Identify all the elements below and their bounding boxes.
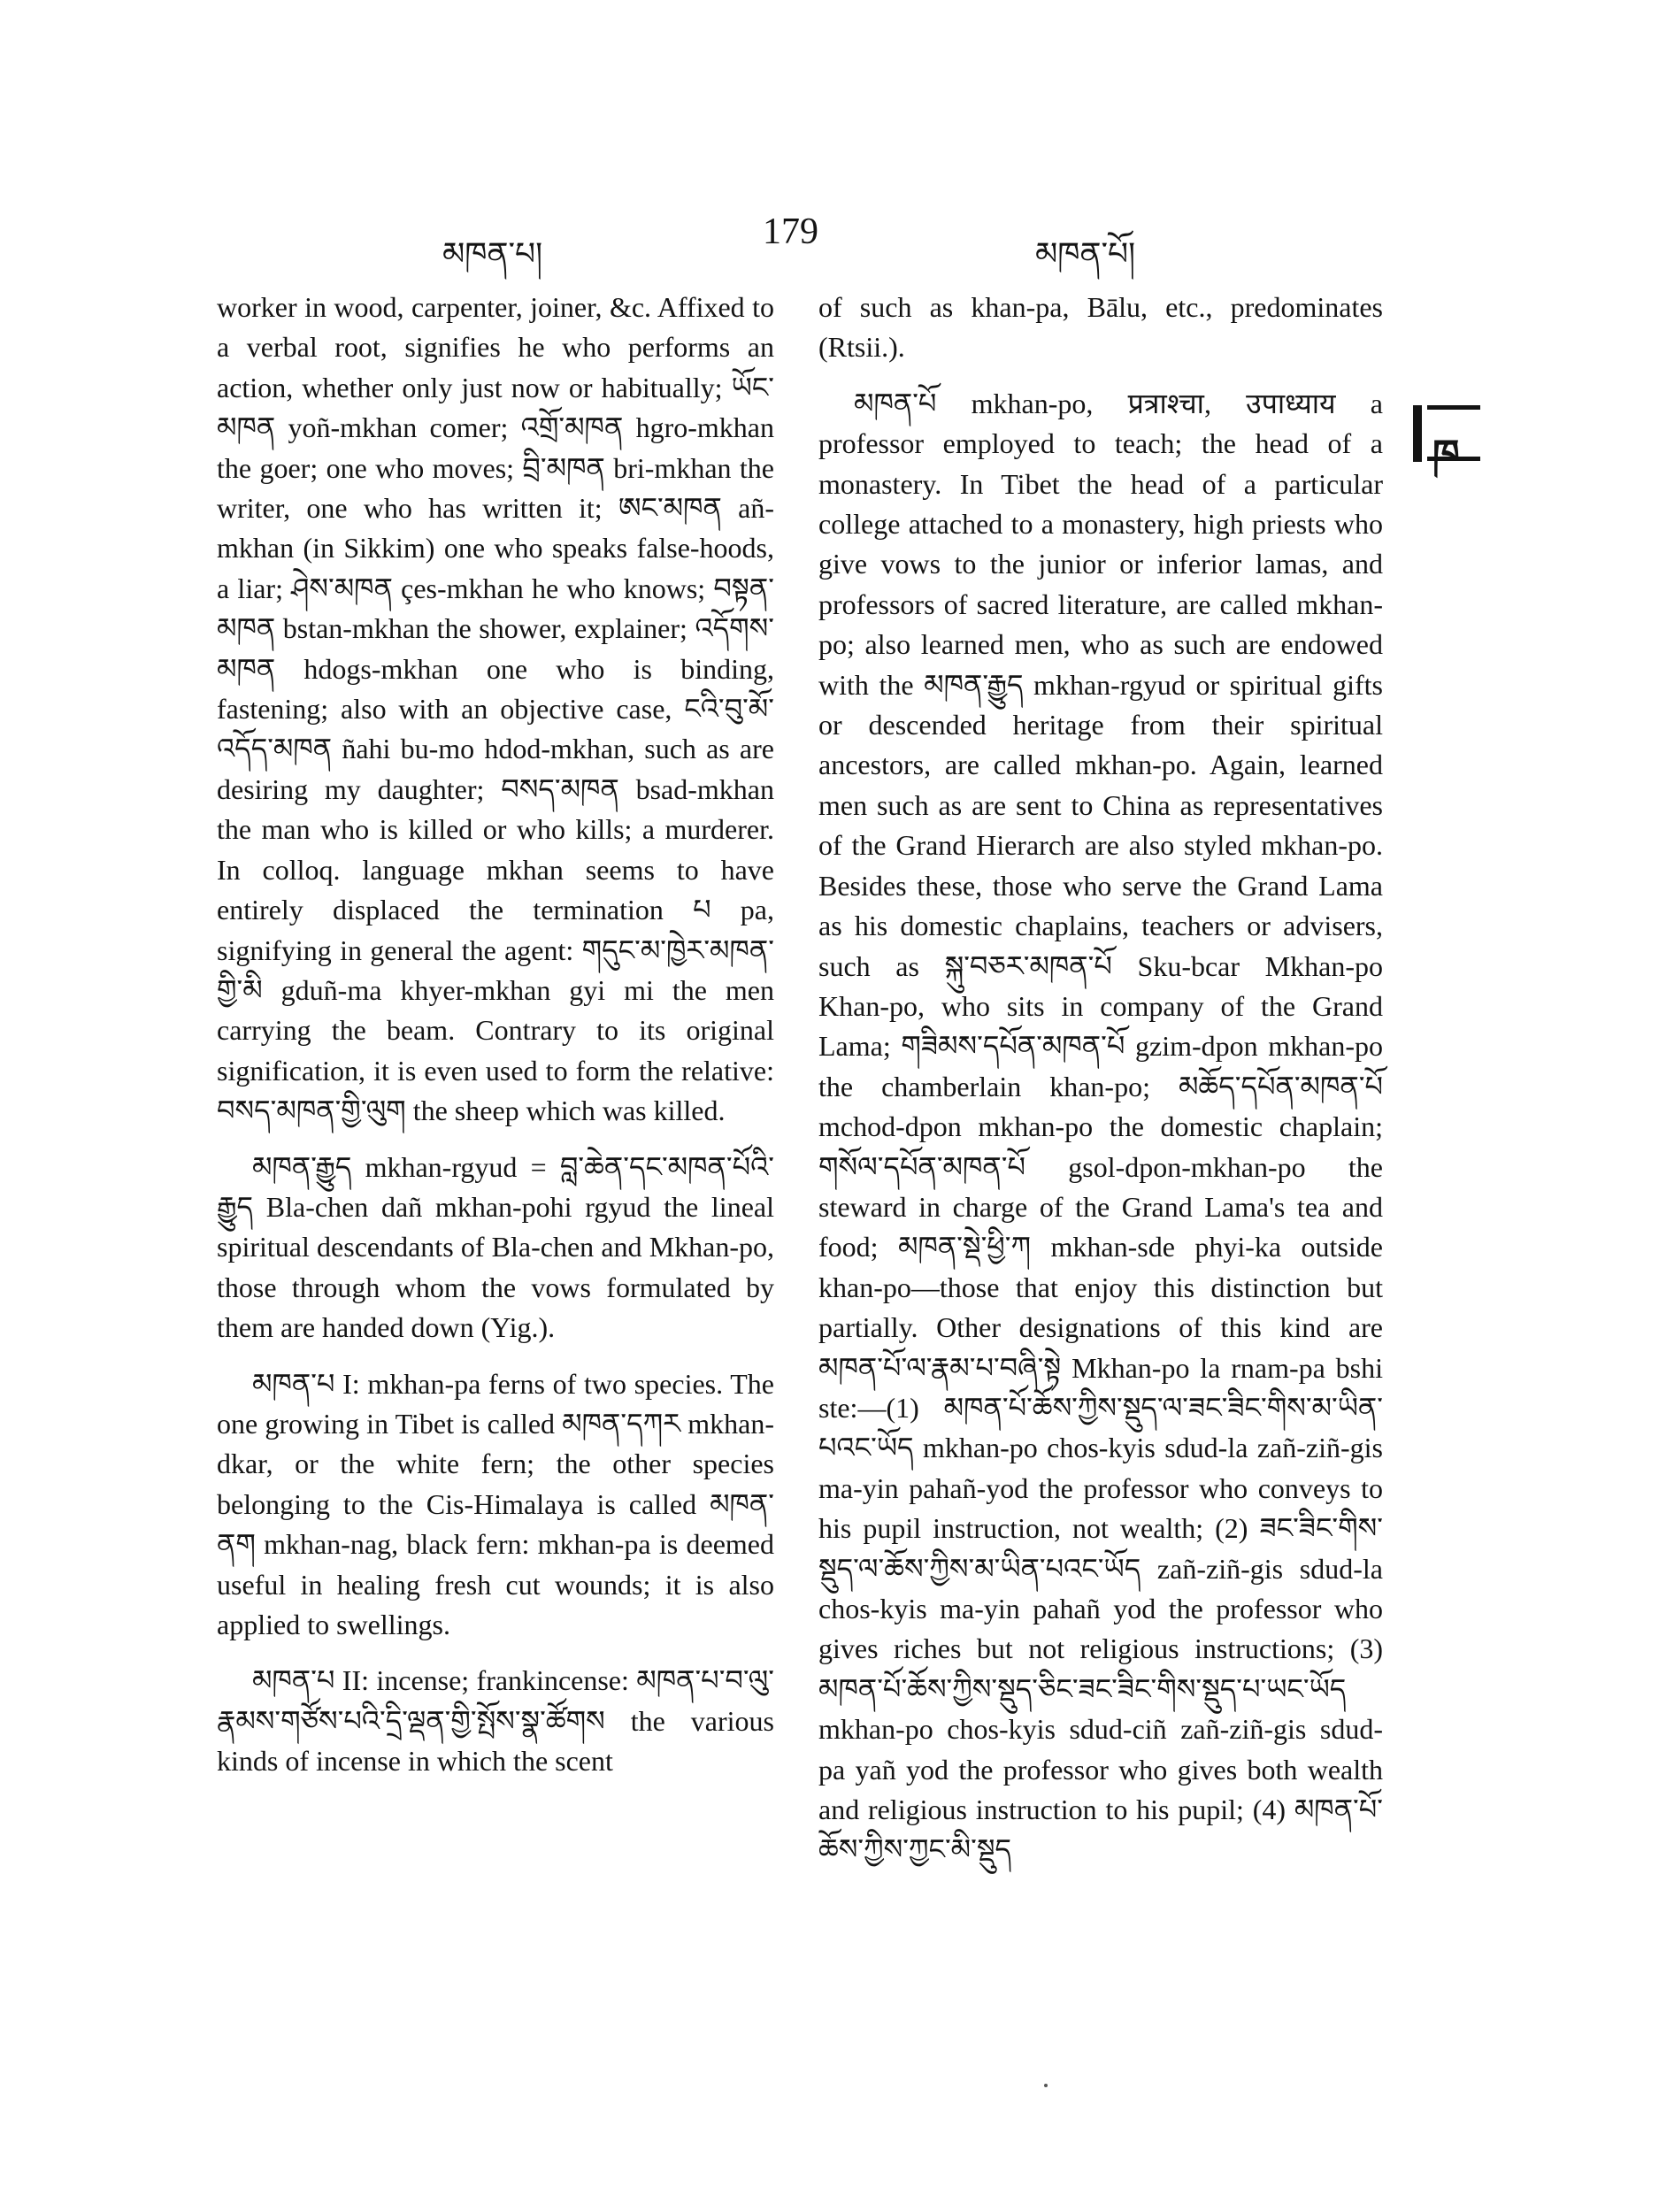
left-column bbox=[217, 288, 774, 1782]
page-header bbox=[0, 211, 1659, 273]
thumb-index-tab bbox=[1413, 405, 1484, 477]
page-number: 179 bbox=[763, 211, 818, 252]
thumb-index-glyph: ཁ bbox=[1432, 432, 1460, 477]
entry-paragraph: མཁན་པ II: incense; frankincense: མཁན་པ་བ་ལུ་རྣམས་གཙོས་པའི་དྲི་ལྡན་གྱི་སྤོས་སྣ་ཚོགས the various kinds of incense in which the scent bbox=[217, 1664, 774, 1778]
right-column bbox=[818, 288, 1383, 1870]
entry-paragraph: མཁན་པོ mkhan-po, प्रत्राश्चा, उपाध्याय a professor employed to teach; the head of a monastery. In Tibet the head of a particular college attached to a monastery, high priests who give vows to the junior or inferior lamas, and professors of sacred literature, are called mkhan-po; also learned men, who as such are endowed with the མཁན་རྒྱུད mkhan-rgyud or spiritual gifts or descended heritage from their spiritual ancestors, are called mkhan-po. Again, learned men such as are sent to China as representatives of the Grand Hierarch are also styled mkhan-po. Besides these, those who serve the Grand Lama as his domestic chaplains, teachers or advisers, such as སྐུ་བཅར་མཁན་པོ Sku-bcar Mkhan-po Khan-po, who sits in company of the Grand Lama; གཟིམས་དཔོན་མཁན་པོ gzim-dpon mkhan-po the chamberlain khan-po; མཆོད་དཔོན་མཁན་པོ mchod-dpon mkhan-po the domestic chaplain; གསོལ་དཔོན་མཁན་པོ gsol-dpon-mkhan-po the steward in charge of the Grand Lama's tea and food; མཁན་སྡེ་ཕྱི་ཀ mkhan-sde phyi-ka outside khan-po—those that enjoy this distinction but partially. Other designations of this kind are མཁན་པོ་ལ་རྣམ་པ་བཞི་སྟེ Mkhan-po la rnam-pa bshi ste:—(1) མཁན་པོ་ཆོས་ཀྱིས་སྡུད་ལ་ཟང་ཟིང་གིས་མ་ཡིན་པའང་ཡོད mkhan-po chos-kyis sdud-la zañ-ziñ-gis ma-yin pahañ-yod the professor who conveys to his pupil instruction, not wealth; (2) ཟང་ཟིང་གིས་སྡུད་ལ་ཆོས་ཀྱིས་མ་ཡིན་པའང་ཡོད zañ-ziñ-gis sdud-la chos-kyis ma-yin pahañ yod the professor who gives riches but not religious instructions; (3) མཁན་པོ་ཆོས་ཀྱིས་སྡུད་ཅིང་ཟང་ཟིང་གིས་སྡུད་པ་ཡང་ཡོད mkhan-po chos-kyis sdud-ciñ zañ-ziñ-gis sdud-pa yañ yod the professor who gives both wealth and religious instruction to his pupil; (4) མཁན་པོ་ཆོས་ཀྱིས་ཀྱང་མི་སྡུད bbox=[818, 387, 1383, 1866]
entry-paragraph: མཁན་པ I: mkhan-pa ferns of two species. The one growing in Tibet is called མཁན་དཀར mkhan-dkar, or the white fern; the other species belonging to the Cis-Himalaya is called མཁན་ནག mkhan-nag, black fern: mkhan-pa is deemed useful in healing fresh cut wounds; it is also applied to swellings. bbox=[217, 1367, 774, 1640]
entry-paragraph: མཁན་རྒྱུད mkhan-rgyud = བླ་ཆེན་དང་མཁན་པོའི་རྒྱུད Bla-chen dañ mkhan-pohi rgyud the lineal spiritual descendants of Bla-chen and Mkhan-po, those through whom the vows formulated by them are handed down (Yig.). bbox=[217, 1150, 774, 1344]
thumb-index-bar bbox=[1427, 405, 1480, 410]
print-speck bbox=[1044, 2084, 1048, 2087]
header-right-headword: མཁན་པོ། bbox=[1035, 236, 1136, 273]
header-left-headword: མཁན་པ། bbox=[442, 236, 543, 273]
entry-paragraph: worker in wood, carpenter, joiner, &c. Affixed to a verbal root, signifies he who performs an action, whether only just now or habitually; ཡོང་མཁན yoñ-mkhan comer; འགྲོ་མཁན hgro-mkhan the goer; one who moves; བྲི་མཁན bri-mkhan the writer, one who has written it; ཨང་མཁན añ-mkhan (in Sikkim) one who speaks false-hoods, a liar; ཤེས་མཁན çes-mkhan he who knows; བསྟན་མཁན bstan-mkhan the shower, explainer; འདོགས་མཁན hdogs-mkhan one who is binding, fastening; also with an objective case, ངའི་བུ་མོ་འདོད་མཁན ñahi bu-mo hdod-mkhan, such as are desiring my daughter; བསད་མཁན bsad-mkhan the man who is killed or who kills; a murderer. In colloq. language mkhan seems to have entirely displaced the termination པ pa, signifying in general the agent: གདུང་མ་ཁྱེར་མཁན་གྱི་མི gduñ-ma khyer-mkhan gyi mi the men carrying the beam. Contrary to its original signification, it is even used to form the relative: བསད་མཁན་གྱི་ལུག the sheep which was killed. bbox=[217, 291, 774, 1127]
entry-paragraph: of such as khan-pa, Bālu, etc., predominates (Rtsii.). bbox=[818, 291, 1383, 364]
